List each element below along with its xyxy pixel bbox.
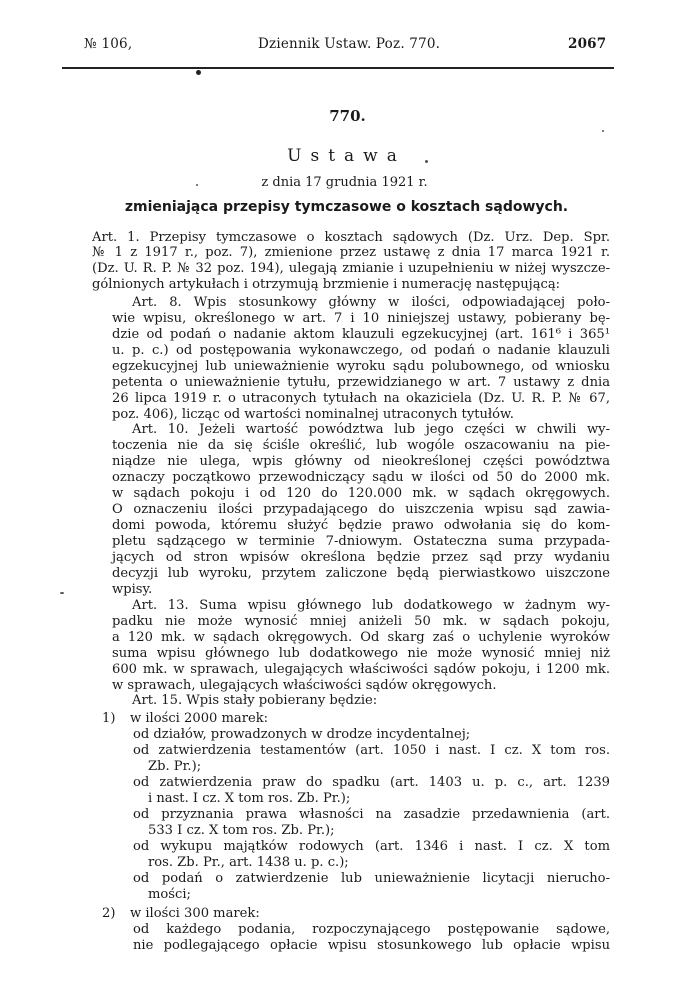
text-line: wpisy. [112,582,153,597]
header-rule [62,67,614,69]
list-item: 533 I cz. X tom ros. Zb. Pr.); [148,823,335,838]
list-item: w ilości 300 marek: [130,906,260,921]
text-line: w sądach pokoju i od 120 do 120.000 mk. w sądach okręgowych. [112,486,610,501]
text-line: dzie od podań o nadanie aktom klauzuli egzekucyjnej (art. 161⁶ i 365¹ [112,327,610,342]
text-line: petenta o unieważnienie tytułu, przewidzianego w art. 7 ustawy z dnia [112,375,610,390]
list-item: od działów, prowadzonych w drodze incydentalnej; [133,727,471,742]
list-item: od zatwierdzenia testamentów (art. 1050 i nast. I cz. X tom ros. [133,743,610,758]
text-line: wie wpisu, określonego w art. 7 i 10 niniejszej ustawy, pobierany bę- [112,311,610,326]
list-item: nie podlegającego opłacie wpisu stosunkowego lub opłacie wpisu [133,938,610,953]
text-line: pletu sądzącego w terminie 7-dniowym. Ostateczna suma przypada- [112,534,610,549]
rule-mark [196,70,201,75]
list-item: od każdego podania, rozpoczynającego postępowanie sądowe, [133,922,610,937]
text-line: Art. 8. Wpis stosunkowy główny w ilości, odpowiadającej poło- [132,295,610,310]
list-item: od wykupu majątków rodowych (art. 1346 i nast. I cz. X tom [133,839,610,854]
page-number: 2067 [568,36,607,52]
list-item: i nast. I cz. X tom ros. Zb. Pr.); [148,791,351,806]
text-line: № 1 z 1917 r., poz. 7), zmienione przez ustawę z dnia 17 marca 1921 r. [92,245,610,260]
act-title: Ustawa [287,146,406,166]
text-line: poz. 406), licząc od wartości nominalnej utraconych tytułów. [112,407,514,422]
text-line: gólnionych artykułach i otrzymują brzmienie i numerację następującą: [92,277,561,292]
scan-speck [602,130,604,132]
text-line: toczenia nie da się ściśle określić, lub wogóle oszacowaniu na pie- [112,438,610,453]
text-line: decyzji lub wyroku, przytem zaliczone będą pierwiastkowo uiszczone [112,566,610,581]
list-item: mości; [148,887,191,902]
scan-speck [196,184,198,186]
scan-speck [425,160,428,163]
text-line: 600 mk. w sprawach, ulegających właściwości sądów pokoju, i 1200 mk. [112,662,610,677]
list-item: w ilości 2000 marek: [130,711,269,726]
act-date: z dnia 17 grudnia 1921 r. [261,175,428,190]
list-item: od zatwierdzenia praw do spadku (art. 1403 u. p. c., art. 1239 [133,775,610,790]
text-line: Art. 13. Suma wpisu głównego lub dodatkowego w żadnym wy- [132,598,610,613]
text-line: niądze nie ulega, wpis główny od nieokreślonej części powództwa [112,454,610,469]
list-item: Zb. Pr.); [148,759,202,774]
list-marker: 2) [102,906,116,921]
text-line: (Dz. U. R. P. № 32 poz. 194), ulegają zmianie i uzupełnieniu w niżej wyszcze- [92,261,610,276]
text-line: jących od stron wpisów określona będzie przez sąd przy wydaniu [112,550,610,565]
text-line: Art. 10. Jeżeli wartość powództwa lub jego części w chwili wy- [132,422,610,437]
act-subtitle: zmieniająca przepisy tymczasowe o kosztach sądowych. [124,199,569,215]
journal-title: Dziennik Ustaw. Poz. 770. [258,36,441,52]
scan-speck [60,592,64,594]
text-line: egzekucyjnej lub unieważnienie wyroku sądu polubownego, od wniosku [112,359,610,374]
list-item: od przyznania prawa własności na zasadzie przedawnienia (art. [133,807,610,822]
text-line: Art. 15. Wpis stały pobierany będzie: [132,693,378,708]
act-number: 770. [329,107,366,125]
text-line: w sprawach, ulegających właściwości sądów okręgowych. [112,678,497,693]
list-marker: 1) [102,711,116,726]
issue-number: № 106, [84,36,133,52]
text-line: u. p. c.) od postępowania wykonawczego, od podań o nadanie klauzuli [112,343,610,358]
text-line: O oznaczeniu ilości przypadającego do uiszczenia wpisu sąd zawia- [112,502,610,517]
text-line: 26 lipca 1919 r. o utraconych tytułach na okaziciela (Dz. U. R. P. № 67, [112,391,610,406]
text-line: oznaczy początkowo przewodniczący sądu w ilości od 50 do 2000 mk. [112,470,610,485]
text-line: padku nie może wynosić mniej aniżeli 50 mk. w sądach pokoju, [112,614,610,629]
list-item: ros. Zb. Pr., art. 1438 u. p. c.); [148,855,349,870]
list-item: od podań o zatwierdzenie lub unieważnienie licytacji nierucho- [133,871,610,886]
text-line: a 120 mk. w sądach okręgowych. Od skarg zaś o uchylenie wyroków [112,630,610,645]
text-line: suma wpisu głównego lub dodatkowego nie może wynosić mniej niż [112,646,610,661]
text-line: Art. 1. Przepisy tymczasowe o kosztach sądowych (Dz. Urz. Dep. Spr. [92,230,610,245]
text-line: domi powoda, któremu służyć będzie prawo odwołania się do kom- [112,518,610,533]
